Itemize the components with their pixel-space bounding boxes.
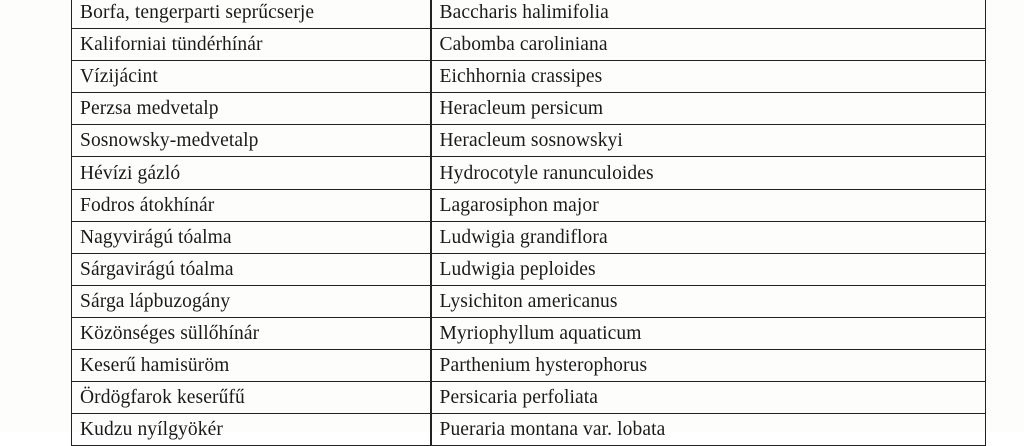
hungarian-name-cell: Ördögfarok keserűfű: [72, 382, 431, 414]
hungarian-name-cell: Fodros átokhínár: [72, 189, 431, 221]
hungarian-name-cell: Közönséges süllőhínár: [72, 317, 431, 349]
table-row: [72, 61, 986, 93]
latin-name-cell: Lagarosiphon major: [431, 189, 986, 221]
latin-name-cell: Hydrocotyle ranunculoides: [431, 157, 986, 189]
hungarian-name-cell: Vízijácint: [72, 61, 431, 93]
latin-name-cell: Ludwigia grandiflora: [431, 221, 986, 253]
hungarian-name-cell: Keserű hamisüröm: [72, 350, 431, 382]
latin-name-cell: Lysichiton americanus: [431, 285, 986, 317]
table-row: [72, 29, 986, 61]
table-row: [72, 350, 986, 382]
table-row: [72, 0, 986, 29]
species-table: [71, 0, 986, 446]
hungarian-name-cell: Borfa, tengerparti seprűcserje: [72, 0, 431, 29]
latin-name-cell: Cabomba caroliniana: [431, 29, 986, 61]
hungarian-name-cell: Hévízi gázló: [72, 157, 431, 189]
table-row: [72, 285, 986, 317]
latin-name-cell: Myriophyllum aquaticum: [431, 317, 986, 349]
table-row: [72, 414, 986, 446]
table-row: [72, 157, 986, 189]
hungarian-name-cell: Perzsa medvetalp: [72, 93, 431, 125]
hungarian-name-cell: Kaliforniai tündérhínár: [72, 29, 431, 61]
hungarian-name-cell: Nagyvirágú tóalma: [72, 221, 431, 253]
latin-name-cell: Pueraria montana var. lobata: [431, 414, 986, 446]
table-row: [72, 382, 986, 414]
latin-name-cell: Persicaria perfoliata: [431, 382, 986, 414]
table-row: [72, 93, 986, 125]
latin-name-cell: Heracleum sosnowskyi: [431, 125, 986, 157]
latin-name-cell: Ludwigia peploides: [431, 253, 986, 285]
latin-name-cell: Heracleum persicum: [431, 93, 986, 125]
table-row: [72, 189, 986, 221]
hungarian-name-cell: Sárgavirágú tóalma: [72, 253, 431, 285]
hungarian-name-cell: Sárga lápbuzogány: [72, 285, 431, 317]
latin-name-cell: Parthenium hysterophorus: [431, 350, 986, 382]
table-row: [72, 221, 986, 253]
hungarian-name-cell: Kudzu nyílgyökér: [72, 414, 431, 446]
latin-name-cell: Eichhornia crassipes: [431, 61, 986, 93]
table-row: [72, 253, 986, 285]
table-row: [72, 317, 986, 349]
latin-name-cell: Baccharis halimifolia: [431, 0, 986, 29]
table-row: [72, 125, 986, 157]
hungarian-name-cell: Sosnowsky-medvetalp: [72, 125, 431, 157]
